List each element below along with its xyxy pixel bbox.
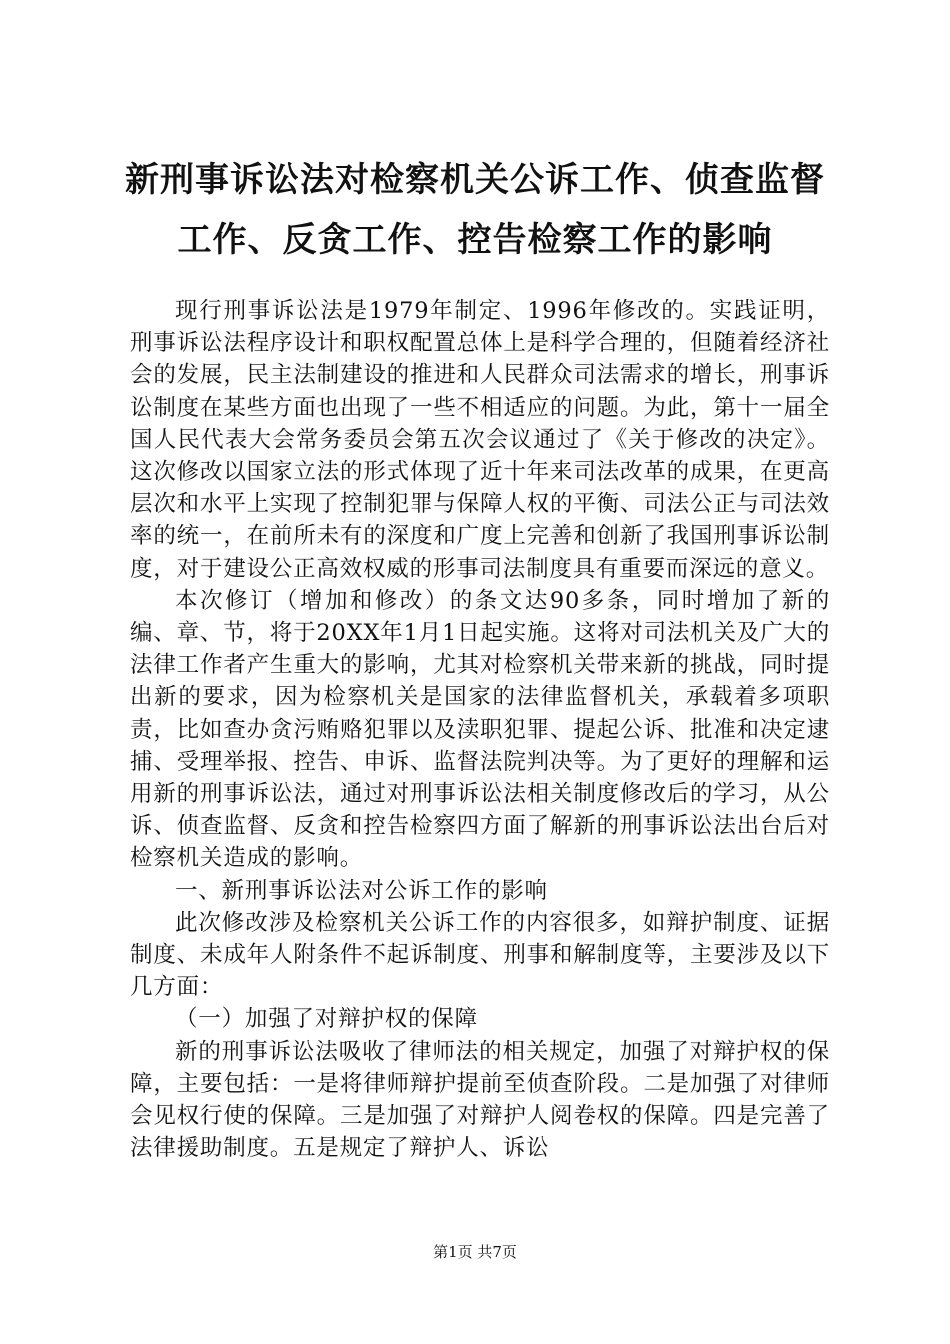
paragraph-revision: 本次修订（增加和修改）的条文达90多条，同时增加了新的编、章、节，将于20XX年1月1日起实施。这将对司法机关及广大的法律工作者产生重大的影响，尤其对检察机关带来新的挑战，同时提出新的要求，因为检察机关是国家的法律监督机关，承载着多项职责，比如查办贪污贿赂犯罪以及渎职犯罪、提起公诉、批准和决定逮捕、受理举报、控告、申诉、监督法院判决等。为了更好的理解和运用新的刑事诉讼法，通过对刑事诉讼法相关制度修改后的学习，从公诉、侦查监督、反贪和控告检察四方面了解新的刑事诉讼法出台后对检察机关造成的影响。 bbox=[130, 587, 830, 872]
document-title-line-1: 新刑事诉讼法对检察机关公诉工作、侦查监督 bbox=[125, 160, 825, 200]
page-footer: 第1页 共7页 bbox=[433, 1243, 517, 1261]
paragraph-intro: 现行刑事诉讼法是1979年制定、1996年修改的。实践证明，刑事诉讼法程序设计和职权配置总体上是科学合理的，但随着经济社会的发展，民主法制建设的推进和人民群众司法需求的增长，刑事诉讼制度在某些方面也出现了一些不相适应的问题。为此，第十一届全国人民代表大会常务委员会第五次会议通过了《关于修改的决定》。这次修改以国家立法的形式体现了近十年来司法改革的成果，在更高层次和水平上实现了控制犯罪与保障人权的平衡、司法公正与司法效率的统一，在前所未有的深度和广度上完善和创新了我国刑事诉讼制度，对于建设公正高效权威的形事司法制度具有重要而深远的意义。 bbox=[130, 298, 830, 582]
document-body bbox=[130, 295, 830, 1164]
document-title-line-2: 工作、反贪工作、控告检察工作的影响 bbox=[177, 220, 773, 260]
subsection-heading-1: （一）加强了对辩护权的保障 bbox=[175, 1006, 478, 1033]
section-heading-1: 一、新刑事诉讼法对公诉工作的影响 bbox=[175, 877, 548, 904]
paragraph-section-1: 此次修改涉及检察机关公诉工作的内容很多，如辩护制度、证据制度、未成年人附条件不起诉制度、刑事和解制度等，主要涉及以下几方面： bbox=[130, 909, 830, 1001]
paragraph-subsection-1: 新的刑事诉讼法吸收了律师法的相关规定，加强了对辩护权的保障，主要包括：一是将律师辩护提前至侦查阶段。二是加强了对律师会见权行使的保障。三是加强了对辩护人阅卷权的保障。四是完善了法律援助制度。五是规定了辩护人、诉讼 bbox=[130, 1038, 830, 1162]
